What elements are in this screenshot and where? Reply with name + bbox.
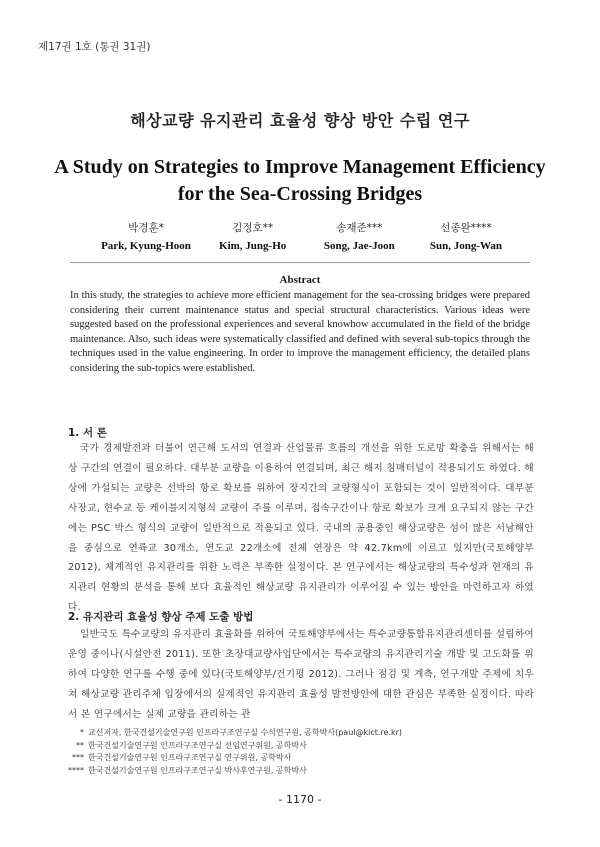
author-2 bbox=[203, 220, 303, 252]
section-1-text: 국가 경제발전과 더불어 연근해 도서의 연결과 산업물류 흐름의 개선을 위한 도로망 확충을 위해서는 해상 구간의 연결이 필요하다. 대부분 교량을 이용하여 연결되며, 최근 해저 침매터널이 적용되기도 하였다. 해상에 가설되는 교량은 선박의 항로 확보를 위하여 장지간의 교량형식이 포함되는 것이 일반적이다. 대부분 사장교, 현수교 등 케이블지지형식 교량이 주를 이루며, 접속구간이나 항로 확보가 크게 요구되지 않는 구간에는 PSC 박스 형식의 교량이 일반적으로 적용되고 있다. 국내의 공용중인 해상교량은 섬이 많은 서남해안을 중심으로 연륙교 30개소, 연도교 22개소에 전체 연장은 약 42.7km에 이르고 있지만(국토해양부 2012), 체계적인 유지관리를 위한 노력은 부족한 실정이다. 본 연구에서는 해상교량의 특수성과 현재의 유지관리 현황의 분석을 통해 보다 효율적인 해상교량 유지관리가 이루어질 수 있는 방안을 마련하고자 하였다. bbox=[68, 443, 534, 614]
abstract-text: In this study, the strategies to achieve more efficient management for the sea-crossing bridges were prepared considering their current maintenance status and special structural characteristics. Various ideas were suggested based on the professional experiences and several knowhow accumulated in the field of the bridge maintenance. Also, such ideas were systematically classified and defined with several sub-topics through the techniques used in the value engineering. In order to improve the management efficiency, the detailed plans considering the sub-topics were established. bbox=[70, 290, 530, 374]
footnote bbox=[68, 740, 538, 753]
footnote-mark: ** bbox=[76, 740, 84, 750]
footnote bbox=[68, 727, 538, 740]
author-1 bbox=[96, 220, 196, 252]
footnote-text: 한국건설기술연구원 인프라구조연구실 선임연구위원, 공학박사 bbox=[88, 740, 307, 750]
author-3 bbox=[309, 220, 409, 252]
section-1-heading: 1. 서 론 bbox=[68, 427, 107, 439]
page-number: - 1170 - bbox=[278, 793, 322, 806]
english-title-line-1: A Study on Strategies to Improve Management Efficiency bbox=[54, 156, 546, 178]
author-english-name: Song, Jae-Joon bbox=[323, 240, 395, 252]
author-4 bbox=[416, 220, 516, 252]
footnotes bbox=[68, 727, 538, 778]
author-korean-name: 박경훈* bbox=[128, 222, 164, 234]
section-2-heading: 2. 유지관리 효율성 향상 주제 도출 방법 bbox=[68, 611, 254, 623]
korean-title: 해상교량 유지관리 효율성 향상 방안 수립 연구 bbox=[130, 111, 470, 130]
author-divider bbox=[70, 262, 530, 263]
footnote bbox=[68, 765, 538, 778]
author-korean-name: 김정호** bbox=[232, 222, 274, 234]
author-korean-name: 송재준*** bbox=[336, 222, 383, 234]
footnote-mark: *** bbox=[72, 753, 84, 763]
author-english-name: Sun, Jong-Wan bbox=[429, 240, 503, 252]
author-korean-name: 선종완**** bbox=[440, 222, 492, 234]
section-2-text: 일반국도 특수교량의 유지관리 효율화를 위하여 국토해양부에서는 특수교량통합유지관리센터를 설립하여 운영 중이나(시설안전 2011). 또한 초장대교량사업단에서는 특수교량의 유지관리기술 개발 및 고도화를 위하여 다양한 연구를 수행 중에 있다(국토해양부/건기평 2012). 그러나 점검 및 계측, 연구개발 주제에 치우쳐 해상교량 관리주체 입장에서의 실제적인 유지관리 효율성 발전방안에 대한 관심은 부족한 실정이다. 따라서 본 연구에서는 실제 교량을 관리하는 관 bbox=[68, 629, 534, 720]
footnote-mark: * bbox=[80, 728, 84, 737]
author-list bbox=[96, 220, 516, 252]
footnote-text: 한국건설기술연구원 인프라구조연구실 박사후연구원, 공학박사 bbox=[88, 766, 307, 776]
abstract-heading: Abstract bbox=[279, 274, 321, 286]
author-english-name: Park, Kyung-Hoon bbox=[101, 240, 191, 252]
english-title-line-2: for the Sea-Crossing Bridges bbox=[177, 183, 423, 205]
footnote bbox=[68, 752, 538, 765]
english-title bbox=[0, 154, 600, 208]
footnote-text: 한국건설기술연구원 인프라구조연구실 연구위원, 공학박사 bbox=[88, 753, 292, 763]
author-english-name: Kim, Jung-Ho bbox=[219, 240, 287, 252]
footnote-text: 교신저자, 한국건설기술연구원 인프라구조연구실 수석연구원, 공학박사(paul@kict.re.kr) bbox=[88, 728, 403, 737]
footnote-mark: **** bbox=[68, 766, 84, 776]
journal-volume-header: 제17권 1호 (통권 31권) bbox=[38, 41, 151, 53]
